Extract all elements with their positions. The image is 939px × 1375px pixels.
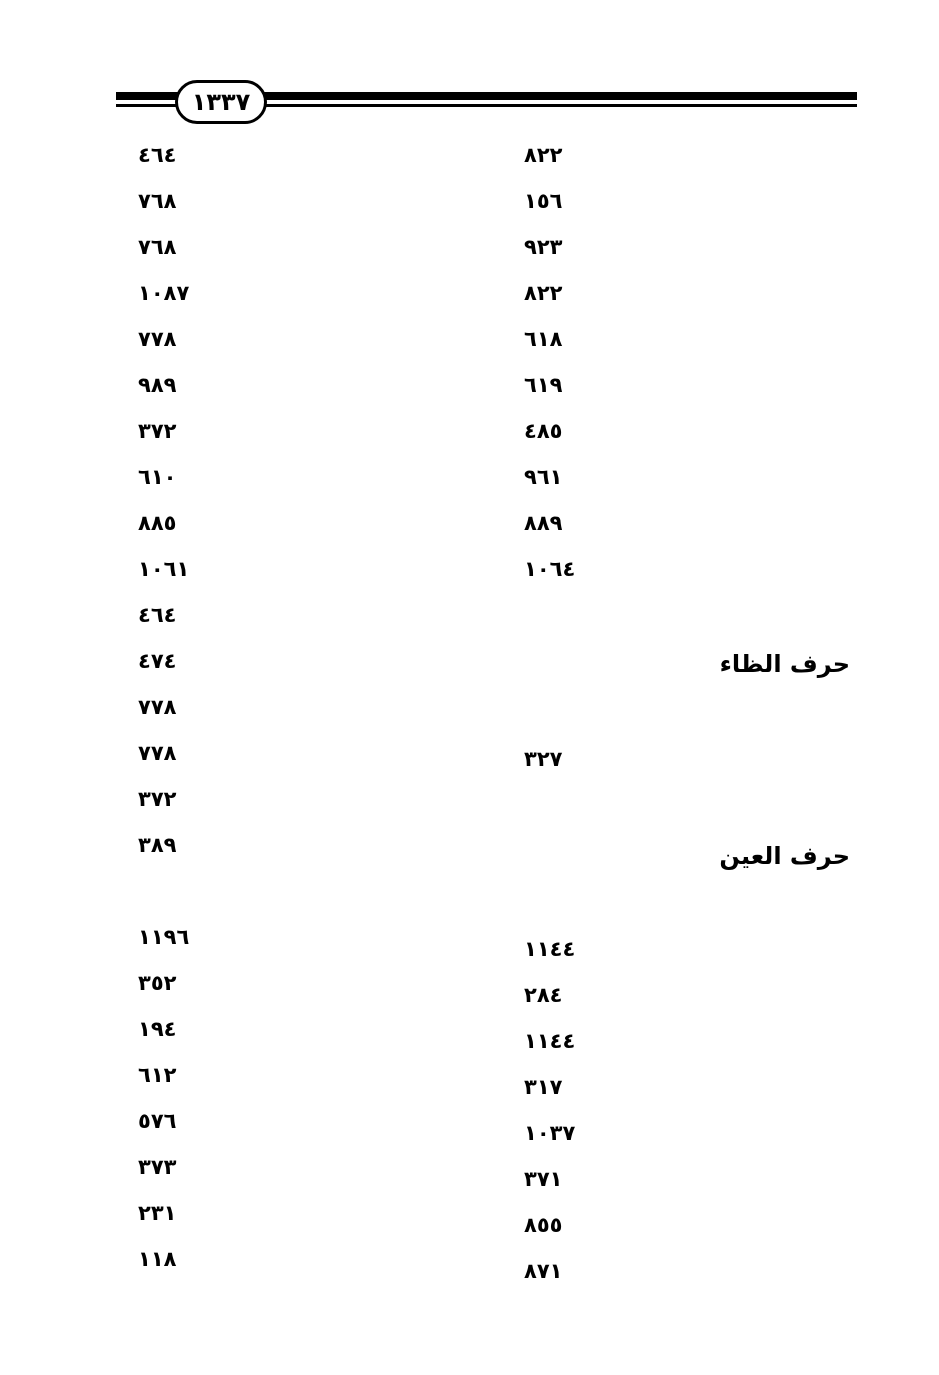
entry-page: ١١٤٤ [524,1029,576,1053]
entry-page: ٣٧١ [524,1167,563,1191]
section-heading: حرف الظاء [719,650,850,678]
entry-page: ٨٨٥ [138,511,177,535]
entry-page: ٩٨٩ [138,373,177,397]
entry-page: ٧٧٨ [138,695,177,719]
entry-page: ٨٧١ [524,1259,563,1283]
section-heading: حرف العين [719,842,850,870]
entry-page: ٨٥٥ [524,1213,563,1237]
entry-page: ١٠٦١ [138,557,190,581]
entry-page: ٢٨٤ [524,983,563,1007]
entry-page: ٤٧٤ [138,649,177,673]
entry-page: ٥٧٦ [138,1109,177,1133]
page-number: ١٣٣٧ [175,80,267,124]
entry-page: ٩٦١ [524,465,563,489]
entry-page: ١١٨ [138,1247,177,1271]
entry-page: ٦١٨ [524,327,563,351]
entry-page: ١٩٤ [138,1017,177,1041]
entry-page: ١١٩٦ [138,925,190,949]
entry-page: ٣١٧ [524,1075,563,1099]
entry-page: ٤٦٤ [138,603,177,627]
entry-page: ٧٧٨ [138,327,177,351]
entry-page: ٧٦٨ [138,235,177,259]
entry-page: ١٠٨٧ [138,281,190,305]
entry-page: ٦١٢ [138,1063,177,1087]
entry-page: ١٥٦ [524,189,563,213]
entry-page: ٨٢٢ [524,281,563,305]
entry-page: ٩٢٣ [524,235,563,259]
entry-page: ٣٧٢ [138,419,177,443]
entry-page: ١١٤٤ [524,937,576,961]
entry-page: ٤٦٤ [138,143,177,167]
entry-page: ٢٣١ [138,1201,177,1225]
entry-page: ٨٢٢ [524,143,563,167]
entry-page: ١٠٦٤ [524,557,576,581]
entry-page: ٦١٩ [524,373,563,397]
entry-page: ٤٨٥ [524,419,563,443]
entry-page: ٨٨٩ [524,511,563,535]
entry-page: ١٠٣٧ [524,1121,576,1145]
entry-page: ٣٢٧ [524,747,563,771]
entry-page: ٣٧٣ [138,1155,177,1179]
entry-page: ٧٦٨ [138,189,177,213]
entry-page: ٧٧٨ [138,741,177,765]
entry-page: ٣٥٢ [138,971,177,995]
entry-page: ٣٧٢ [138,787,177,811]
entry-page: ٦١٠ [138,465,177,489]
entry-page: ٣٨٩ [138,833,177,857]
